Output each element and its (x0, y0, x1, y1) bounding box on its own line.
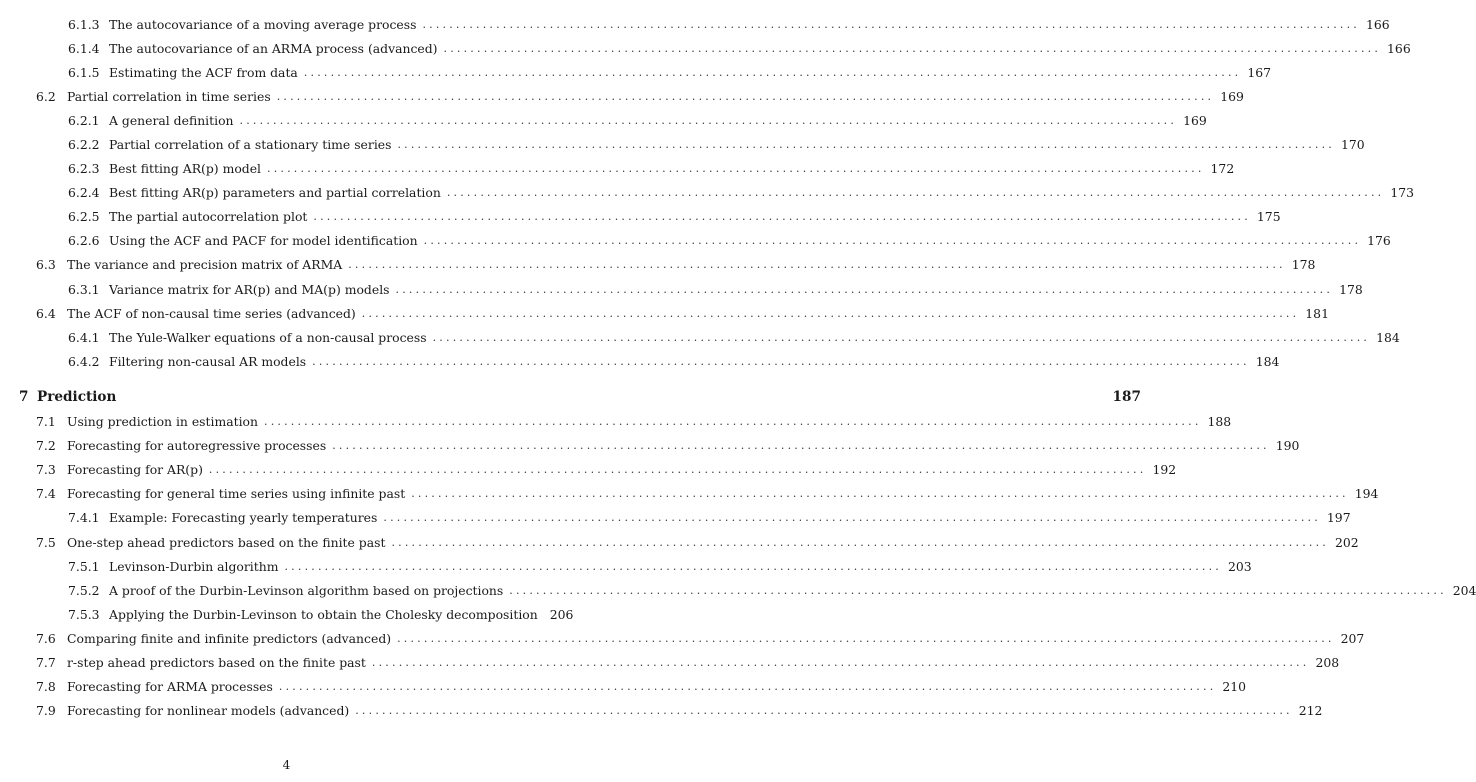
dot-leader (122, 391, 1106, 404)
toc-entry-title: Example: Forecasting yearly temperatures (109, 510, 378, 526)
toc-entry-page: 190 (1275, 438, 1300, 454)
toc-entry-title: One-step ahead predictors based on the finite past (67, 534, 386, 550)
toc-section-entry[interactable] (0, 626, 1365, 650)
toc-entry-page: 175 (1256, 209, 1281, 225)
toc-entry-number: 6.4 (36, 305, 56, 321)
toc-entry-page: 169 (1220, 88, 1244, 104)
toc-entry-title: Using prediction in estimation (67, 414, 258, 430)
toc-entry-page: 167 (1247, 64, 1271, 80)
toc-entry-page: 176 (1367, 233, 1391, 249)
toc-subsection-entry[interactable] (0, 132, 1365, 156)
toc-entry-title: Estimating the ACF from data (109, 64, 298, 80)
toc-section-entry[interactable] (0, 301, 1329, 325)
toc-subsection-entry[interactable] (0, 205, 1281, 229)
toc-section-entry[interactable] (0, 458, 1177, 482)
toc-section-entry[interactable] (0, 650, 1340, 674)
toc-entry-title: The autocovariance of an ARMA process (advanced) (109, 40, 438, 56)
page-number: 4 (282, 758, 291, 772)
toc-entry-title: Best fitting AR(p) model (109, 161, 262, 177)
toc-entry-number: 7.4 (36, 486, 56, 502)
toc-entry-number: 7.6 (36, 630, 56, 646)
toc-entry-title: Forecasting for ARMA processes (67, 679, 273, 695)
toc-entry-title: The partial autocorrelation plot (109, 209, 308, 225)
dot-leader: ............................................................................................................................................ (348, 258, 1286, 272)
toc-entry-page: 206 (549, 606, 574, 622)
dot-leader: ............................................................................................................................................ (208, 463, 1147, 477)
toc-entry-number: 7.9 (36, 703, 56, 719)
toc-section-entry[interactable] (0, 699, 1323, 723)
toc-entry-title: A general definition (109, 112, 234, 128)
toc-chapter-entry[interactable] (0, 385, 1141, 409)
toc-section-entry[interactable] (0, 434, 1300, 458)
toc-entry-page: 184 (1376, 329, 1400, 345)
dot-leader: ............................................................................................................................................ (276, 89, 1215, 103)
toc-entry-page: 204 (1452, 582, 1476, 598)
toc-entry-title: Best fitting AR(p) parameters and partial correlation (109, 185, 441, 201)
toc-entry-title: Forecasting for AR(p) (67, 462, 203, 478)
toc-entry-title: Applying the Durbin-Levinson to obtain the Cholesky decomposition (109, 606, 538, 622)
toc-entry-title: r-step ahead predictors based on the finite past (67, 654, 366, 670)
toc-entry-page: 188 (1207, 414, 1232, 430)
toc-entry-title: Using the ACF and PACF for model identification (109, 233, 418, 249)
dot-leader: ............................................................................................................................................ (383, 511, 1321, 525)
toc-subsection-entry[interactable] (0, 578, 1476, 602)
dot-leader: ............................................................................................................................................ (411, 487, 1349, 501)
dot-leader: ............................................................................................................................................ (278, 680, 1217, 694)
toc-entry-title: The Yule-Walker equations of a non-causal process (109, 329, 427, 345)
toc-entry-number: 6.1.5 (68, 64, 100, 80)
toc-entry-page: 172 (1210, 161, 1235, 177)
toc-entry-number: 6.1.4 (68, 40, 100, 56)
toc-entry-title: Partial correlation in time series (67, 88, 271, 104)
toc-entry-page: 187 (1112, 389, 1141, 406)
toc-subsection-entry[interactable] (0, 181, 1415, 205)
toc-entry-title: Levinson-Durbin algorithm (109, 558, 279, 574)
toc-entry-page: 212 (1298, 703, 1323, 719)
toc-subsection-entry[interactable] (0, 36, 1411, 60)
toc-entry-number: 6.3.1 (68, 281, 100, 297)
toc-entry-number: 7.5.2 (68, 582, 100, 598)
toc-section-entry[interactable] (0, 84, 1244, 108)
toc-entry-page: 178 (1291, 257, 1316, 273)
toc-entry-number: 6.3 (36, 257, 56, 273)
dot-leader: ............................................................................................................................................ (446, 186, 1385, 200)
toc-entry-number: 7 (19, 389, 29, 406)
toc-entry-number: 7.8 (36, 679, 56, 695)
toc-section-entry[interactable] (0, 482, 1379, 506)
toc-subsection-entry[interactable] (0, 108, 1207, 132)
toc-entry-title: Variance matrix for AR(p) and MA(p) models (109, 281, 390, 297)
toc-entry-title: A proof of the Durbin-Levinson algorithm based on projections (109, 582, 504, 598)
toc-entry-title: Forecasting for autoregressive processes (67, 438, 327, 454)
toc-entry-number: 6.2.6 (68, 233, 100, 249)
toc-entry-page: 203 (1228, 558, 1252, 574)
toc-entry-title: Forecasting for nonlinear models (advanced) (67, 703, 350, 719)
toc-entry-page: 202 (1334, 534, 1359, 550)
dot-leader: ............................................................................................................................................ (264, 415, 1202, 429)
dot-leader: ............................................................................................................................................ (371, 655, 1310, 669)
dot-leader: ............................................................................................................................................ (239, 113, 1178, 127)
dot-leader: ............................................................................................................................................ (391, 535, 1329, 549)
toc-entry-number: 6.4.2 (68, 353, 100, 369)
toc-subsection-entry[interactable] (0, 157, 1235, 181)
toc-entry-number: 6.2.5 (68, 209, 100, 225)
toc-entry-page: 166 (1387, 40, 1411, 56)
toc-subsection-entry[interactable] (0, 12, 1390, 36)
toc-entry-title: Comparing finite and infinite predictors (advanced) (67, 630, 392, 646)
toc-entry-number: 7.3 (36, 462, 56, 478)
toc-entry-page: 197 (1326, 510, 1351, 526)
toc-section-entry[interactable] (0, 675, 1247, 699)
toc-subsection-entry[interactable] (0, 325, 1400, 349)
toc-entry-page: 184 (1255, 353, 1280, 369)
toc-entry-number: 7.5.1 (68, 558, 100, 574)
toc-entry-page: 170 (1341, 137, 1365, 153)
toc-entry-number: 6.2 (36, 88, 56, 104)
dot-leader: ............................................................................................................................................ (355, 704, 1293, 718)
dot-leader: ............................................................................................................................................ (313, 210, 1251, 224)
toc-entry-page: 169 (1183, 112, 1207, 128)
toc-subsection-entry[interactable] (0, 229, 1391, 253)
dot-leader: ............................................................................................................................................ (397, 631, 1335, 645)
toc-entry-page: 192 (1152, 462, 1177, 478)
toc-entry-number: 7.5 (36, 534, 56, 550)
dot-leader: ............................................................................................................................................ (432, 330, 1371, 344)
toc-entry-number: 7.7 (36, 654, 56, 670)
dot-leader: ............................................................................................................................................ (361, 306, 1300, 320)
dot-leader: ............................................................................................................................................ (303, 65, 1242, 79)
toc-section-entry[interactable] (0, 410, 1232, 434)
toc-entry-number: 6.2.4 (68, 185, 100, 201)
toc-entry-page: 194 (1354, 486, 1379, 502)
toc-entry-number: 7.2 (36, 438, 56, 454)
toc-entry-title: Partial correlation of a stationary time series (109, 137, 392, 153)
toc-entry-title: The ACF of non-causal time series (advanced) (67, 305, 356, 321)
dot-leader: ............................................................................................................................................ (422, 17, 1360, 31)
toc-entry-page: 166 (1365, 16, 1390, 32)
toc-entry-number: 7.1 (36, 414, 56, 430)
dot-leader: ............................................................................................................................................ (284, 559, 1223, 573)
toc-section-entry[interactable] (0, 253, 1316, 277)
toc-subsection-entry[interactable] (0, 602, 573, 626)
toc-entry-title: The autocovariance of a moving average process (109, 16, 417, 32)
toc-entry-number: 7.4.1 (68, 510, 100, 526)
toc-entry-page: 173 (1390, 185, 1415, 201)
toc-entry-page: 207 (1340, 630, 1365, 646)
toc-entry-page: 181 (1305, 305, 1329, 321)
toc-subsection-entry[interactable] (0, 277, 1363, 301)
dot-leader: ............................................................................................................................................ (443, 41, 1382, 55)
toc-entry-title: Forecasting for general time series using infinite past (67, 486, 406, 502)
toc-section-entry[interactable] (0, 530, 1359, 554)
dot-leader: ............................................................................................................................................ (267, 162, 1205, 176)
toc-subsection-entry[interactable] (0, 349, 1280, 373)
toc-subsection-entry[interactable] (0, 506, 1351, 530)
toc-entry-page: 208 (1315, 654, 1340, 670)
toc-entry-page: 178 (1339, 281, 1363, 297)
toc-entry-number: 6.2.3 (68, 161, 100, 177)
dot-leader: ............................................................................................................................................ (395, 282, 1334, 296)
toc-entry-page: 210 (1222, 679, 1247, 695)
toc-entry-number: 6.1.3 (68, 16, 100, 32)
dot-leader: ............................................................................................................................................ (423, 234, 1362, 248)
toc-entry-number: 6.4.1 (68, 329, 100, 345)
toc-subsection-entry[interactable] (0, 554, 1252, 578)
dot-leader: ............................................................................................................................................ (509, 583, 1447, 597)
toc-entry-title: The variance and precision matrix of ARMA (67, 257, 343, 273)
toc-entry-title: Prediction (37, 389, 117, 406)
toc-entry-number: 6.2.1 (68, 112, 100, 128)
dot-leader: ............................................................................................................................................ (397, 138, 1335, 152)
toc-entry-title: Filtering non-causal AR models (109, 353, 307, 369)
toc-entry-number: 6.2.2 (68, 137, 100, 153)
dot-leader: ............................................................................................................................................ (332, 439, 1270, 453)
table-of-contents (0, 12, 1476, 723)
toc-entry-number: 7.5.3 (68, 606, 100, 622)
toc-subsection-entry[interactable] (0, 60, 1271, 84)
dot-leader: ............................................................................................................................................ (312, 354, 1250, 368)
